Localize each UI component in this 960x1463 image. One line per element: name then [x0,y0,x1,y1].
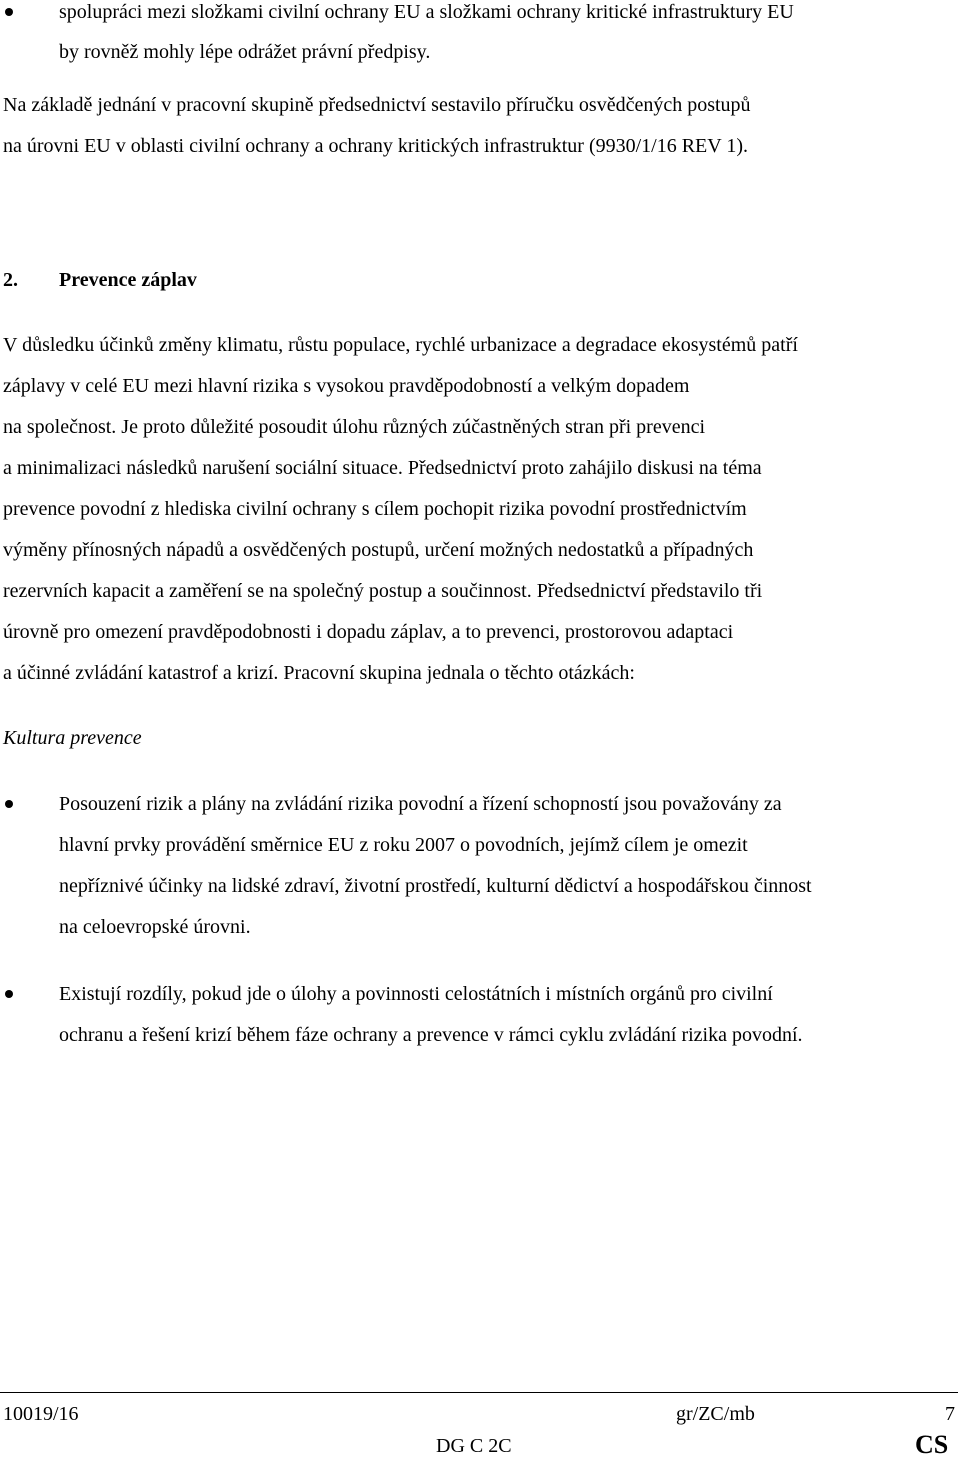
subheading: Kultura prevence [3,727,142,749]
bullet-marker [5,8,13,16]
text-line: V důsledku účinků změny klimatu, růstu populace, rychlé urbanizace a degradace ekosystémů patří [3,334,798,356]
text-line: na úrovni EU v oblasti civilní ochrany a ochrany kritických infrastruktur (9930/1/16 REV 1). [3,135,749,157]
text-line: výměny přínosných nápadů a osvědčených postupů, určení možných nedostatků a případných [3,539,754,561]
text-line: Existují rozdíly, pokud jde o úlohy a povinnosti celostátních i místních orgánů pro civilní [59,983,773,1005]
footer-page-number: 7 [945,1403,955,1425]
text-line: prevence povodní z hlediska civilní ochrany s cílem pochopit rizika povodní prostřednictvím [3,498,747,520]
text-line: by rovněž mohly lépe odrážet právní předpisy. [59,41,431,63]
text-line: rezervních kapacit a zaměření se na společný postup a součinnost. Předsednictví představilo tři [3,580,763,602]
bullet-marker [5,990,13,998]
section-number: 2. [3,269,18,291]
text-line: nepříznivé účinky na lidské zdraví, životní prostředí, kulturní dědictví a hospodářskou činnost [59,875,812,897]
text-line: na celoevropské úrovni. [59,916,251,938]
text-line: Na základě jednání v pracovní skupině předsednictví sestavilo příručku osvědčených postupů [3,94,751,116]
text-line: záplavy v celé EU mezi hlavní rizika s vysokou pravděpodobností a velkým dopadem [3,375,690,397]
text-line: ochranu a řešení krizí během fáze ochrany a prevence v rámci cyklu zvládání rizika povodní. [59,1024,803,1046]
text-line: a minimalizaci následků narušení sociální situace. Předsednictví proto zahájilo diskusi na téma [3,457,762,479]
section-title: Prevence záplav [59,269,197,291]
text-line: na společnost. Je proto důležité posoudit úlohu různých zúčastněných stran při prevenci [3,416,706,438]
text-line: úrovně pro omezení pravděpodobnosti i dopadu záplav, a to prevenci, prostorovou adaptaci [3,621,734,643]
text-line: hlavní prvky provádění směrnice EU z roku 2007 o povodních, jejímž cílem je omezit [59,834,748,856]
footer-initials: gr/ZC/mb [676,1403,755,1425]
footer-rule [0,1392,958,1393]
text-line: Posouzení rizik a plány na zvládání rizika povodní a řízení schopností jsou považovány za [59,793,782,815]
bullet-marker [5,800,13,808]
text-line: a účinné zvládání katastrof a krizí. Pracovní skupina jednala o těchto otázkách: [3,662,635,684]
footer-doc-number: 10019/16 [3,1403,79,1425]
text-line: spolupráci mezi složkami civilní ochrany EU a složkami ochrany kritické infrastruktury EU [59,1,794,23]
footer-department: DG C 2C [436,1435,512,1457]
footer-language: CS [915,1430,949,1459]
